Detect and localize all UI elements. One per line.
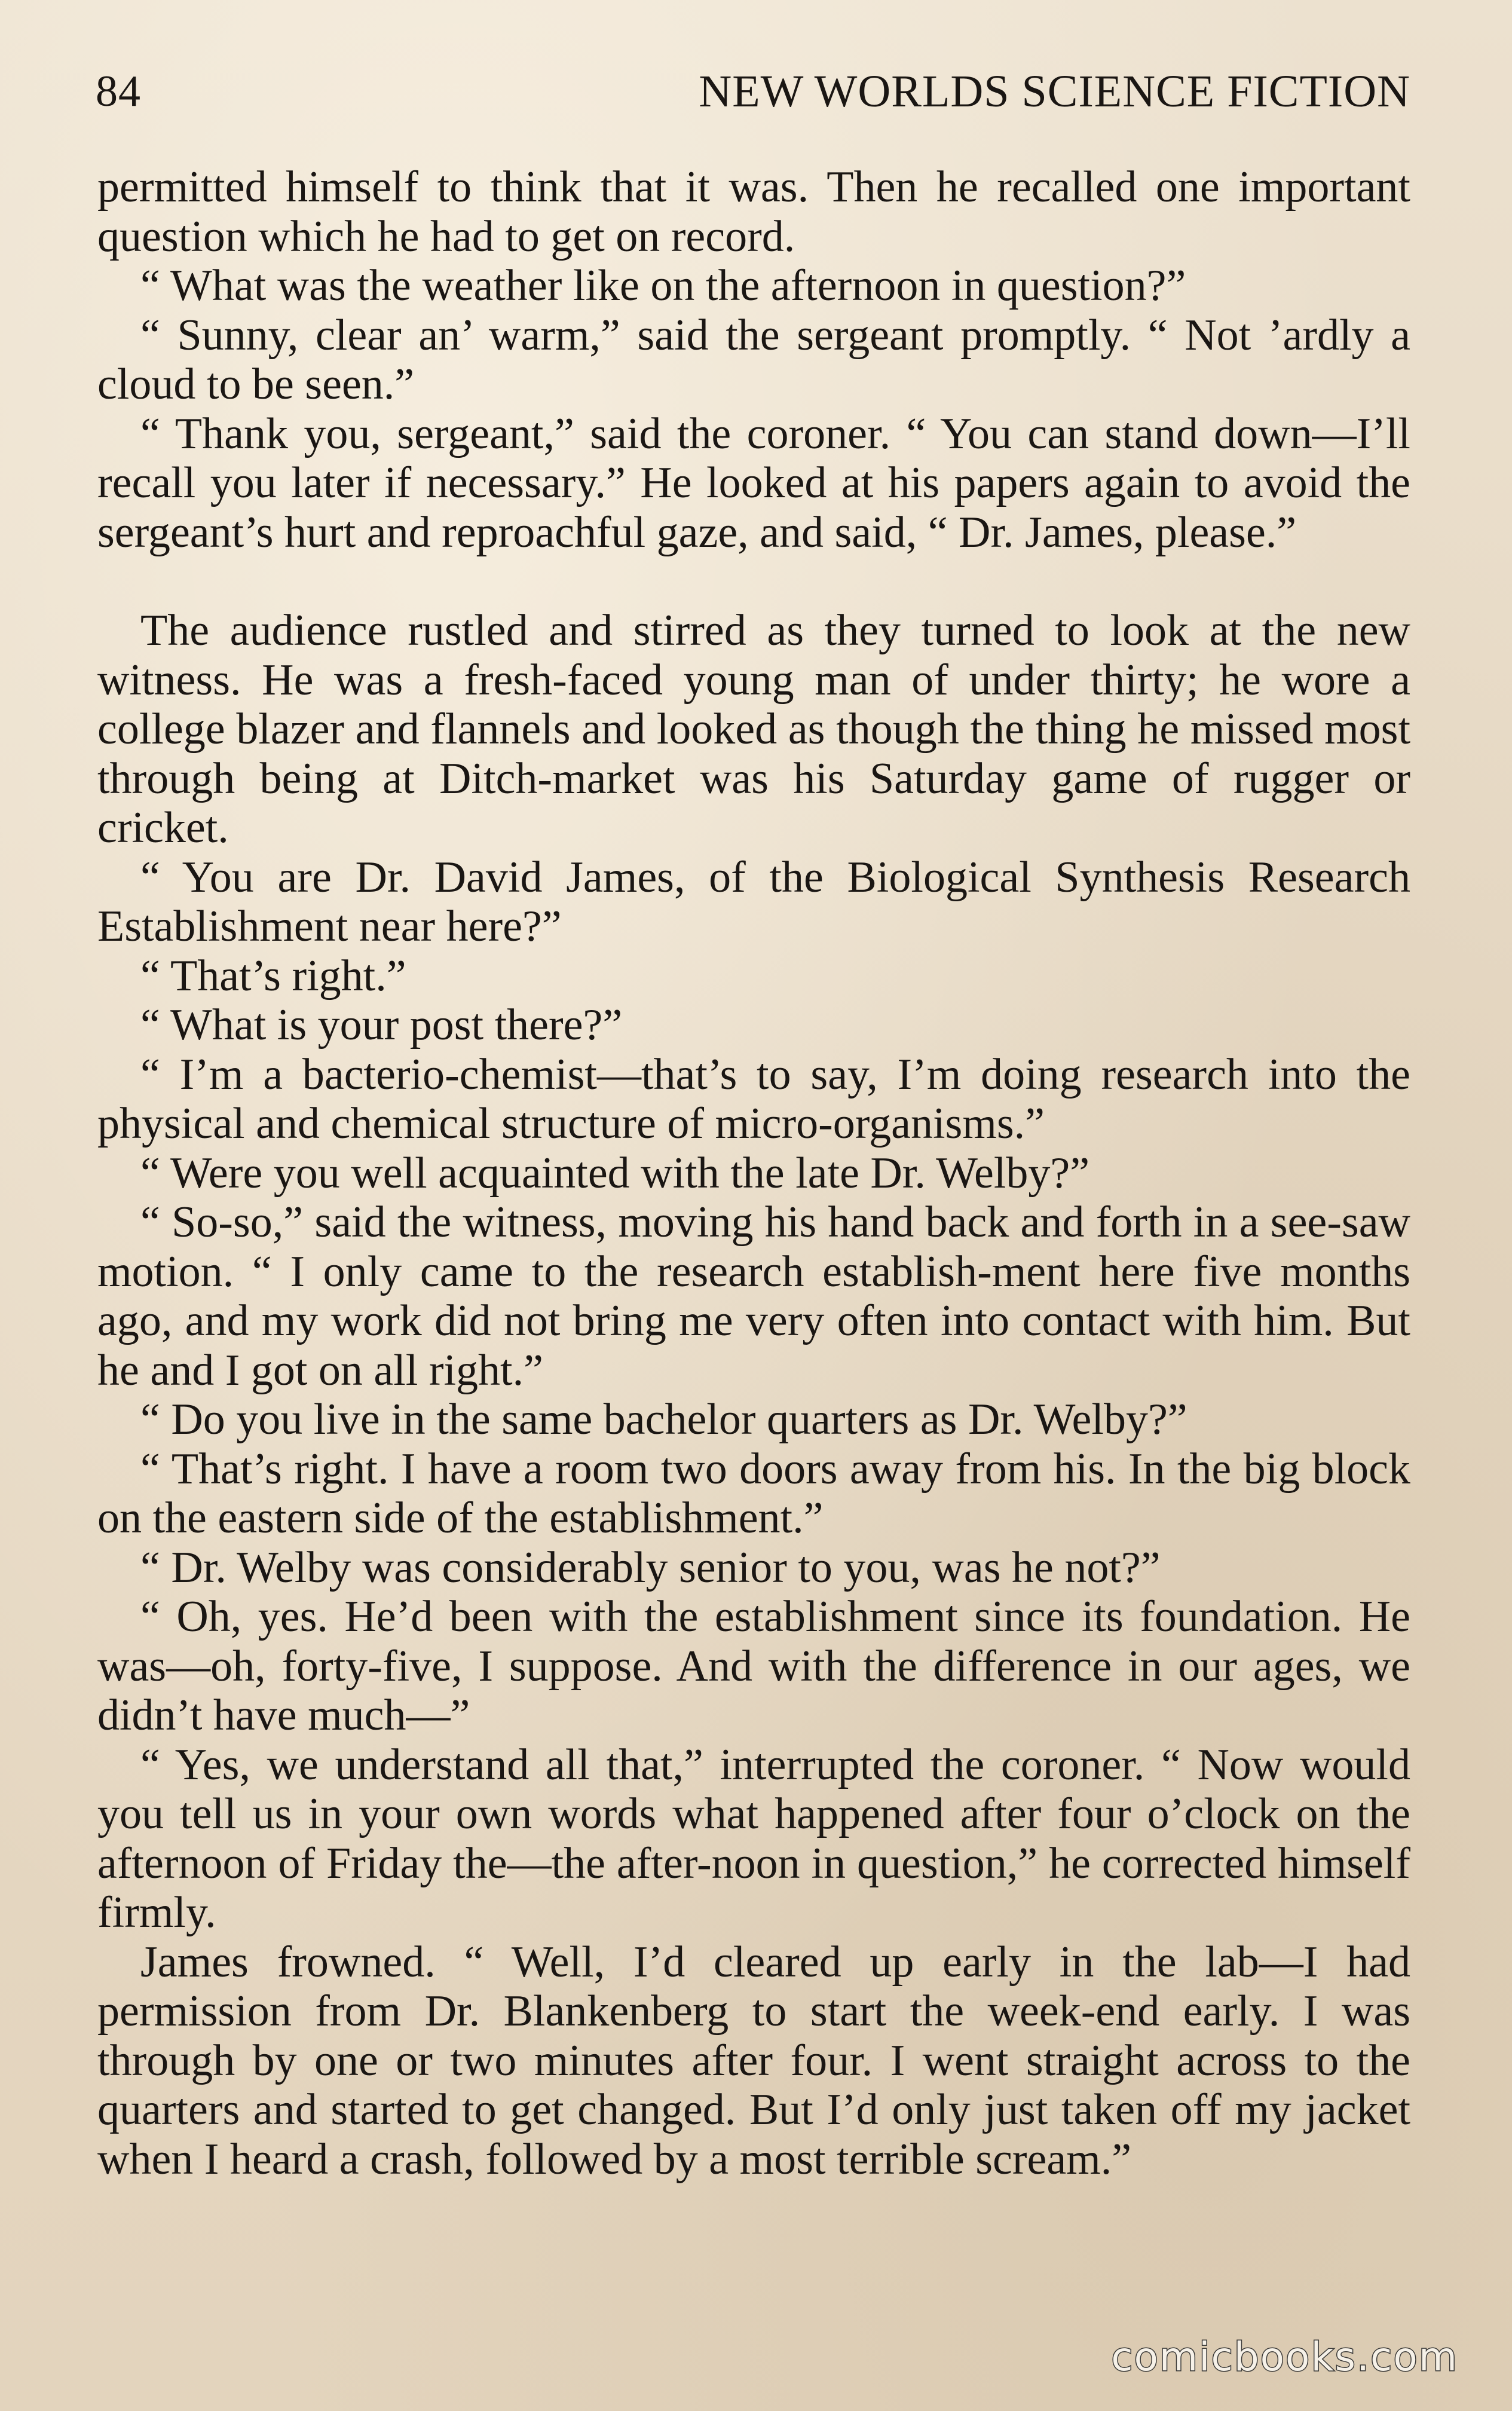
body-text — [97, 163, 1410, 2184]
section-break — [97, 557, 1410, 606]
paragraph: “ Do you live in the same bachelor quarters as Dr. Welby?” — [140, 1395, 1187, 1444]
paragraph: “ Yes, we understand all that,” interrupted the coroner. “ Now would you tell us in your own words what happened after four o’clock on the afternoon of Friday the—the after-noon in question,” he corrected himself firmly. — [97, 1740, 1410, 1937]
paragraph: The audience rustled and stirred as they turned to look at the new witness. He was a fresh-faced young man of under thirty; he wore a college blazer and flannels and looked as though the thing he missed most through being at Ditch-market was his Saturday game of rugger or cricket. — [97, 606, 1410, 852]
paragraph: “ So-so,” said the witness, moving his hand back and forth in a see-saw motion. “ I only came to the research establish-ment here five months ago, and my work did not bring me very often into contact with him. But he and I got on all right.” — [97, 1198, 1410, 1395]
paragraph: “ Sunny, clear an’ warm,” said the sergeant promptly. “ Not ’ardly a cloud to be seen.” — [97, 310, 1410, 409]
paragraph: James frowned. “ Well, I’d cleared up early in the lab—I had permission from Dr. Blankenberg to start the week-end early. I was through by one or two minutes after four. I went straight across to the quarters and started to get changed. But I’d only just taken off my jacket when I heard a crash, followed by a most terrible scream.” — [97, 1937, 1410, 2184]
paragraph: “ Thank you, sergeant,” said the coroner. “ You can stand down—I’ll recall you later if necessary.” He looked at his papers again to avoid the sergeant’s hurt and reproachful gaze, and said, “ Dr. James, please.” — [97, 409, 1410, 557]
paragraph: “ That’s right. I have a room two doors away from his. In the big block on the eastern side of the establishment.” — [97, 1444, 1410, 1543]
page-header — [96, 59, 1410, 124]
paragraph: “ I’m a bacterio-chemist—that’s to say, I’m doing research into the physical and chemical structure of micro-organisms.” — [97, 1050, 1410, 1148]
paragraph: “ That’s right.” — [140, 951, 406, 1000]
paragraph: “ Were you well acquainted with the late Dr. Welby?” — [140, 1148, 1090, 1198]
paragraph: “ You are Dr. David James, of the Biological Synthesis Research Establishment near here?” — [97, 852, 1410, 951]
paragraph: “ What is your post there?” — [140, 1000, 623, 1050]
page-number: 84 — [96, 67, 141, 116]
paragraph: “ Oh, yes. He’d been with the establishment since its foundation. He was—oh, forty-five, I suppose. And with the difference in our ages, we didn’t have much—” — [97, 1592, 1410, 1740]
paragraph: permitted himself to think that it was. Then he recalled one important question which he had to get on record. — [97, 163, 1410, 261]
paragraph: “ Dr. Welby was considerably senior to you, was he not?” — [140, 1543, 1161, 1592]
running-head: NEW WORLDS SCIENCE FICTION — [699, 66, 1410, 117]
watermark: comicbooks.com — [1111, 2334, 1458, 2380]
paragraph: “ What was the weather like on the afternoon in question?” — [140, 261, 1186, 310]
